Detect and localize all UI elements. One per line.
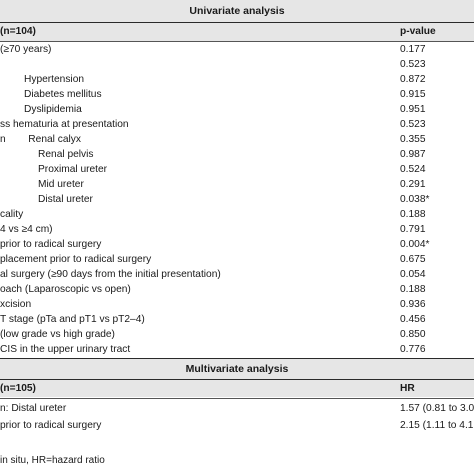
- table-row: [0, 418, 474, 435]
- table-row: [0, 208, 474, 223]
- row-value: 0.936: [400, 299, 426, 310]
- univariate-header-value: p-value: [400, 26, 436, 37]
- row-label: prior to radical surgery: [0, 420, 102, 431]
- table-row: [0, 313, 474, 328]
- multivariate-header-row: [0, 380, 474, 397]
- row-value: 0.675: [400, 254, 426, 265]
- row-label: Diabetes mellitus: [24, 89, 102, 100]
- table-row: [0, 268, 474, 283]
- table-row: [0, 253, 474, 268]
- row-label: prior to radical surgery: [0, 239, 102, 250]
- table-row: [0, 238, 474, 253]
- row-label: xcision: [0, 299, 32, 310]
- row-value: 0.987: [400, 149, 426, 160]
- row-label: n Renal calyx: [0, 134, 81, 145]
- row-label: Proximal ureter: [38, 164, 108, 175]
- table-row: [0, 163, 474, 178]
- row-label: oach (Laparoscopic vs open): [0, 284, 131, 295]
- row-value: 0.951: [400, 104, 426, 115]
- row-value: 0.524: [400, 164, 426, 175]
- row-label: Distal ureter: [38, 194, 93, 205]
- row-label: Dyslipidemia: [24, 104, 82, 115]
- table-row: [0, 88, 474, 103]
- table-row: [0, 343, 474, 358]
- row-value: 0.038*: [400, 194, 430, 205]
- multivariate-header-variable: (n=105): [0, 383, 36, 394]
- row-value: 1.57 (0.81 to 3.0: [400, 403, 474, 414]
- table-row: [0, 43, 474, 58]
- rule: [0, 41, 474, 42]
- table-row: [0, 103, 474, 118]
- row-value: 0.054: [400, 269, 426, 280]
- multivariate-header-value: HR: [400, 383, 415, 394]
- row-label: al surgery (≥90 days from the initial presentation): [0, 269, 221, 280]
- table-row: [0, 193, 474, 208]
- table-row: [0, 328, 474, 343]
- row-label: 4 vs ≥4 cm): [0, 224, 53, 235]
- table-row: [0, 148, 474, 163]
- table-row: [0, 58, 474, 73]
- table-row: [0, 223, 474, 238]
- row-label: (≥70 years): [0, 44, 52, 55]
- row-value: 0.850: [400, 329, 426, 340]
- row-value: 0.177: [400, 44, 426, 55]
- table-row: [0, 73, 474, 88]
- row-value: 0.355: [400, 134, 426, 145]
- univariate-title-band: [0, 0, 474, 22]
- row-label: ss hematuria at presentation: [0, 119, 129, 130]
- row-label: placement prior to radical surgery: [0, 254, 152, 265]
- row-value: 2.15 (1.11 to 4.1: [400, 420, 474, 431]
- univariate-header-variable: (n=104): [0, 26, 36, 37]
- row-value: 0.523: [400, 59, 426, 70]
- multivariate-title-band: [0, 359, 474, 379]
- table-row: [0, 178, 474, 193]
- table-row: [0, 118, 474, 133]
- row-label: (low grade vs high grade): [0, 329, 115, 340]
- table-row: [0, 298, 474, 313]
- row-value: 0.791: [400, 224, 426, 235]
- row-value: 0.872: [400, 74, 426, 85]
- univariate-header-row: [0, 23, 474, 41]
- row-value: 0.188: [400, 209, 426, 220]
- table-row: [0, 401, 474, 418]
- row-value: 0.915: [400, 89, 426, 100]
- table-row: [0, 133, 474, 148]
- multivariate-title: Multivariate analysis: [185, 363, 289, 375]
- univariate-title: Univariate analysis: [189, 5, 285, 17]
- row-label: cality: [0, 209, 24, 220]
- footnote: in situ, HR=hazard ratio: [0, 455, 105, 466]
- rule: [0, 398, 474, 399]
- row-label: T stage (pTa and pT1 vs pT2–4): [0, 314, 145, 325]
- row-label: Renal pelvis: [38, 149, 94, 160]
- row-label: CIS in the upper urinary tract: [0, 344, 131, 355]
- row-label: n: Distal ureter: [0, 403, 67, 414]
- row-value: 0.004*: [400, 239, 430, 250]
- row-value: 0.291: [400, 179, 426, 190]
- row-value: 0.456: [400, 314, 426, 325]
- table-row: [0, 283, 474, 298]
- row-value: 0.523: [400, 119, 426, 130]
- row-label: Hypertension: [24, 74, 85, 85]
- row-label: Mid ureter: [38, 179, 84, 190]
- row-value: 0.188: [400, 284, 426, 295]
- row-value: 0.776: [400, 344, 426, 355]
